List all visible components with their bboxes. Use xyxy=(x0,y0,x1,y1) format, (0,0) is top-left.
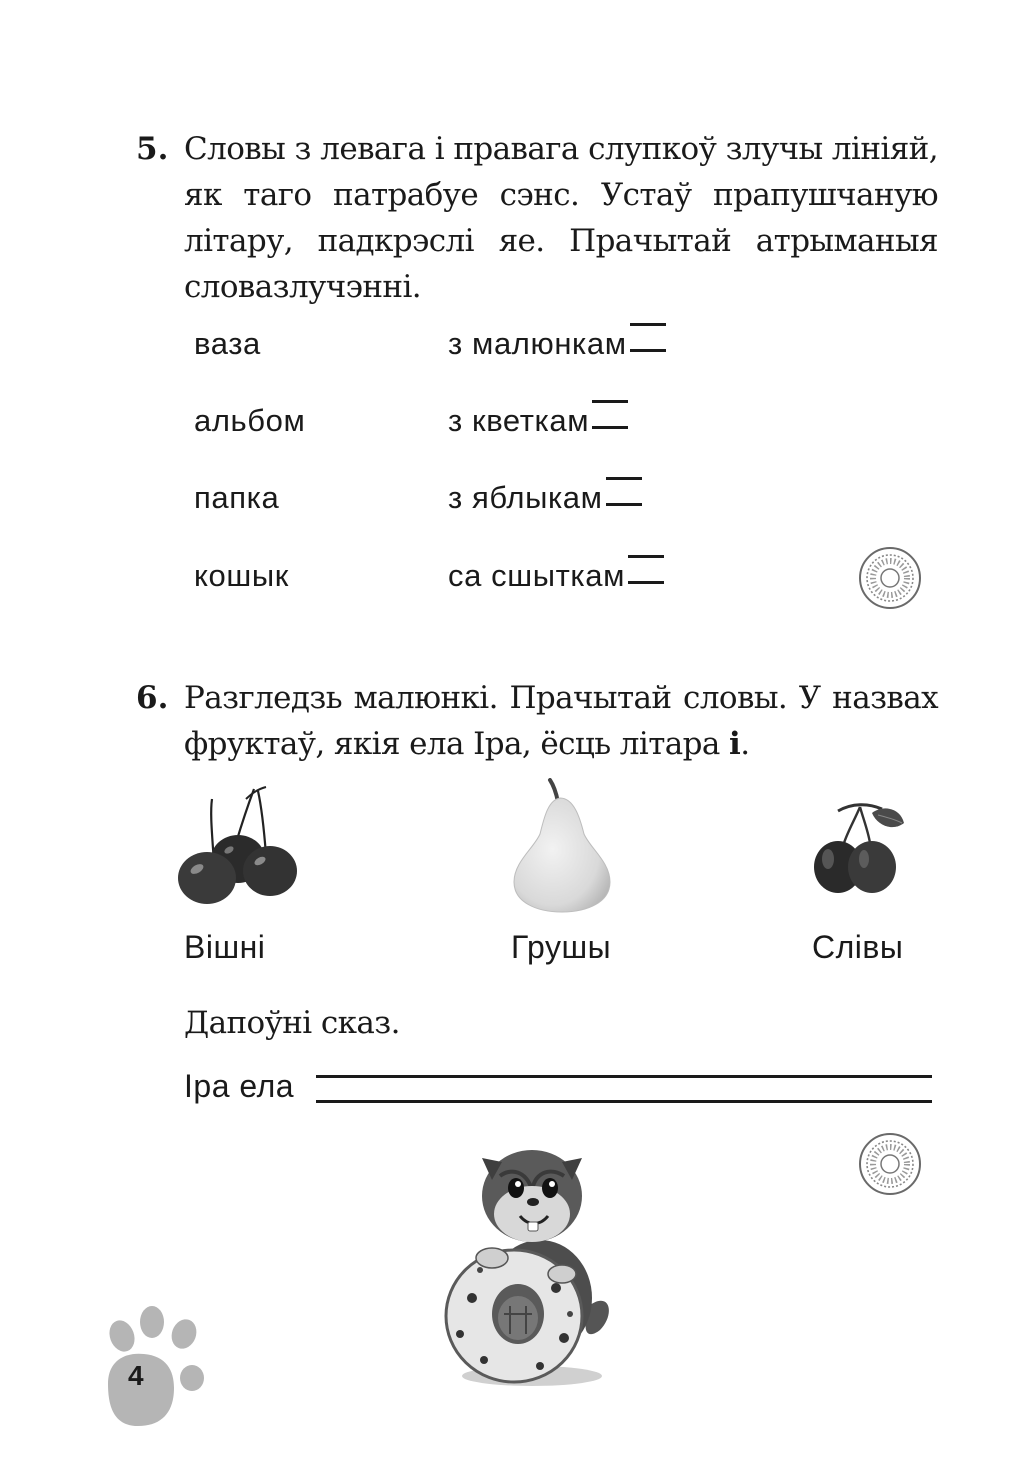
right-word-sshytkam[interactable] xyxy=(448,556,664,596)
plums-icon xyxy=(808,797,916,895)
right-word-malyunkam[interactable] xyxy=(448,324,666,364)
task-6-line-1: Разгледзь малюнкі. Прачытай словы. У назвах xyxy=(184,680,938,716)
page-number: 4 xyxy=(128,1360,144,1391)
left-word-albom[interactable]: альбом xyxy=(194,403,306,438)
task-6-instructions xyxy=(184,675,938,767)
answer-line-bottom[interactable] xyxy=(316,1100,932,1103)
task-5-number: 5. xyxy=(136,131,169,167)
right-word-kvetkam[interactable] xyxy=(448,401,628,441)
highlight-letter: і xyxy=(729,726,741,762)
left-word-papka[interactable]: папка xyxy=(194,480,280,515)
task-6-line-2 xyxy=(184,721,938,767)
sentence-start: Іра ела xyxy=(184,1068,295,1104)
fruit-label-grushy[interactable]: Грушы xyxy=(511,929,612,965)
right-word-yablykam[interactable] xyxy=(448,478,642,518)
task-6-instruction: Дапоўні сказ. xyxy=(184,1005,400,1041)
paw-print-icon xyxy=(98,1306,214,1432)
right-word-text: з малюнкам xyxy=(448,326,627,361)
task-5-line-1: Словы з левага і правага слупкоў злучы лініяй, xyxy=(184,131,938,167)
task-5-instructions xyxy=(184,126,938,310)
fruit-label-slivy[interactable]: Слівы xyxy=(812,929,904,965)
donut-badge-icon xyxy=(858,1132,922,1196)
donut-badge-icon xyxy=(858,546,922,610)
answer-line-top[interactable] xyxy=(316,1075,932,1078)
right-word-text: з кветкам xyxy=(448,403,590,438)
letter-blank[interactable] xyxy=(606,491,642,506)
right-word-text: са сшыткам xyxy=(448,558,625,593)
pear-icon xyxy=(510,778,614,913)
left-word-koshyk[interactable]: кошык xyxy=(194,558,289,593)
letter-blank[interactable] xyxy=(630,337,666,352)
cherries-icon xyxy=(176,783,306,908)
letter-blank[interactable] xyxy=(592,414,628,429)
task-6-number: 6. xyxy=(136,680,169,716)
task-5-line-3: літару, падкрэслі яе. Прачытай атрыманыя xyxy=(184,223,938,259)
fruit-label-vishni[interactable]: Вішні xyxy=(184,929,266,965)
task-6-line-2-text: фруктаў, якія ела Іра, ёсць літара xyxy=(184,726,730,762)
task-5-line-4: словазлучэнні. xyxy=(184,269,422,305)
left-word-vaza[interactable]: ваза xyxy=(194,326,261,361)
task-5-line-2: як таго патрабуе сэнс. Устаў прапушчаную xyxy=(184,177,938,213)
right-word-text: з яблыкам xyxy=(448,480,603,515)
hamster-with-donut-icon xyxy=(440,1138,620,1390)
task-6-line-2-end: . xyxy=(740,726,750,762)
letter-blank[interactable] xyxy=(628,569,664,584)
